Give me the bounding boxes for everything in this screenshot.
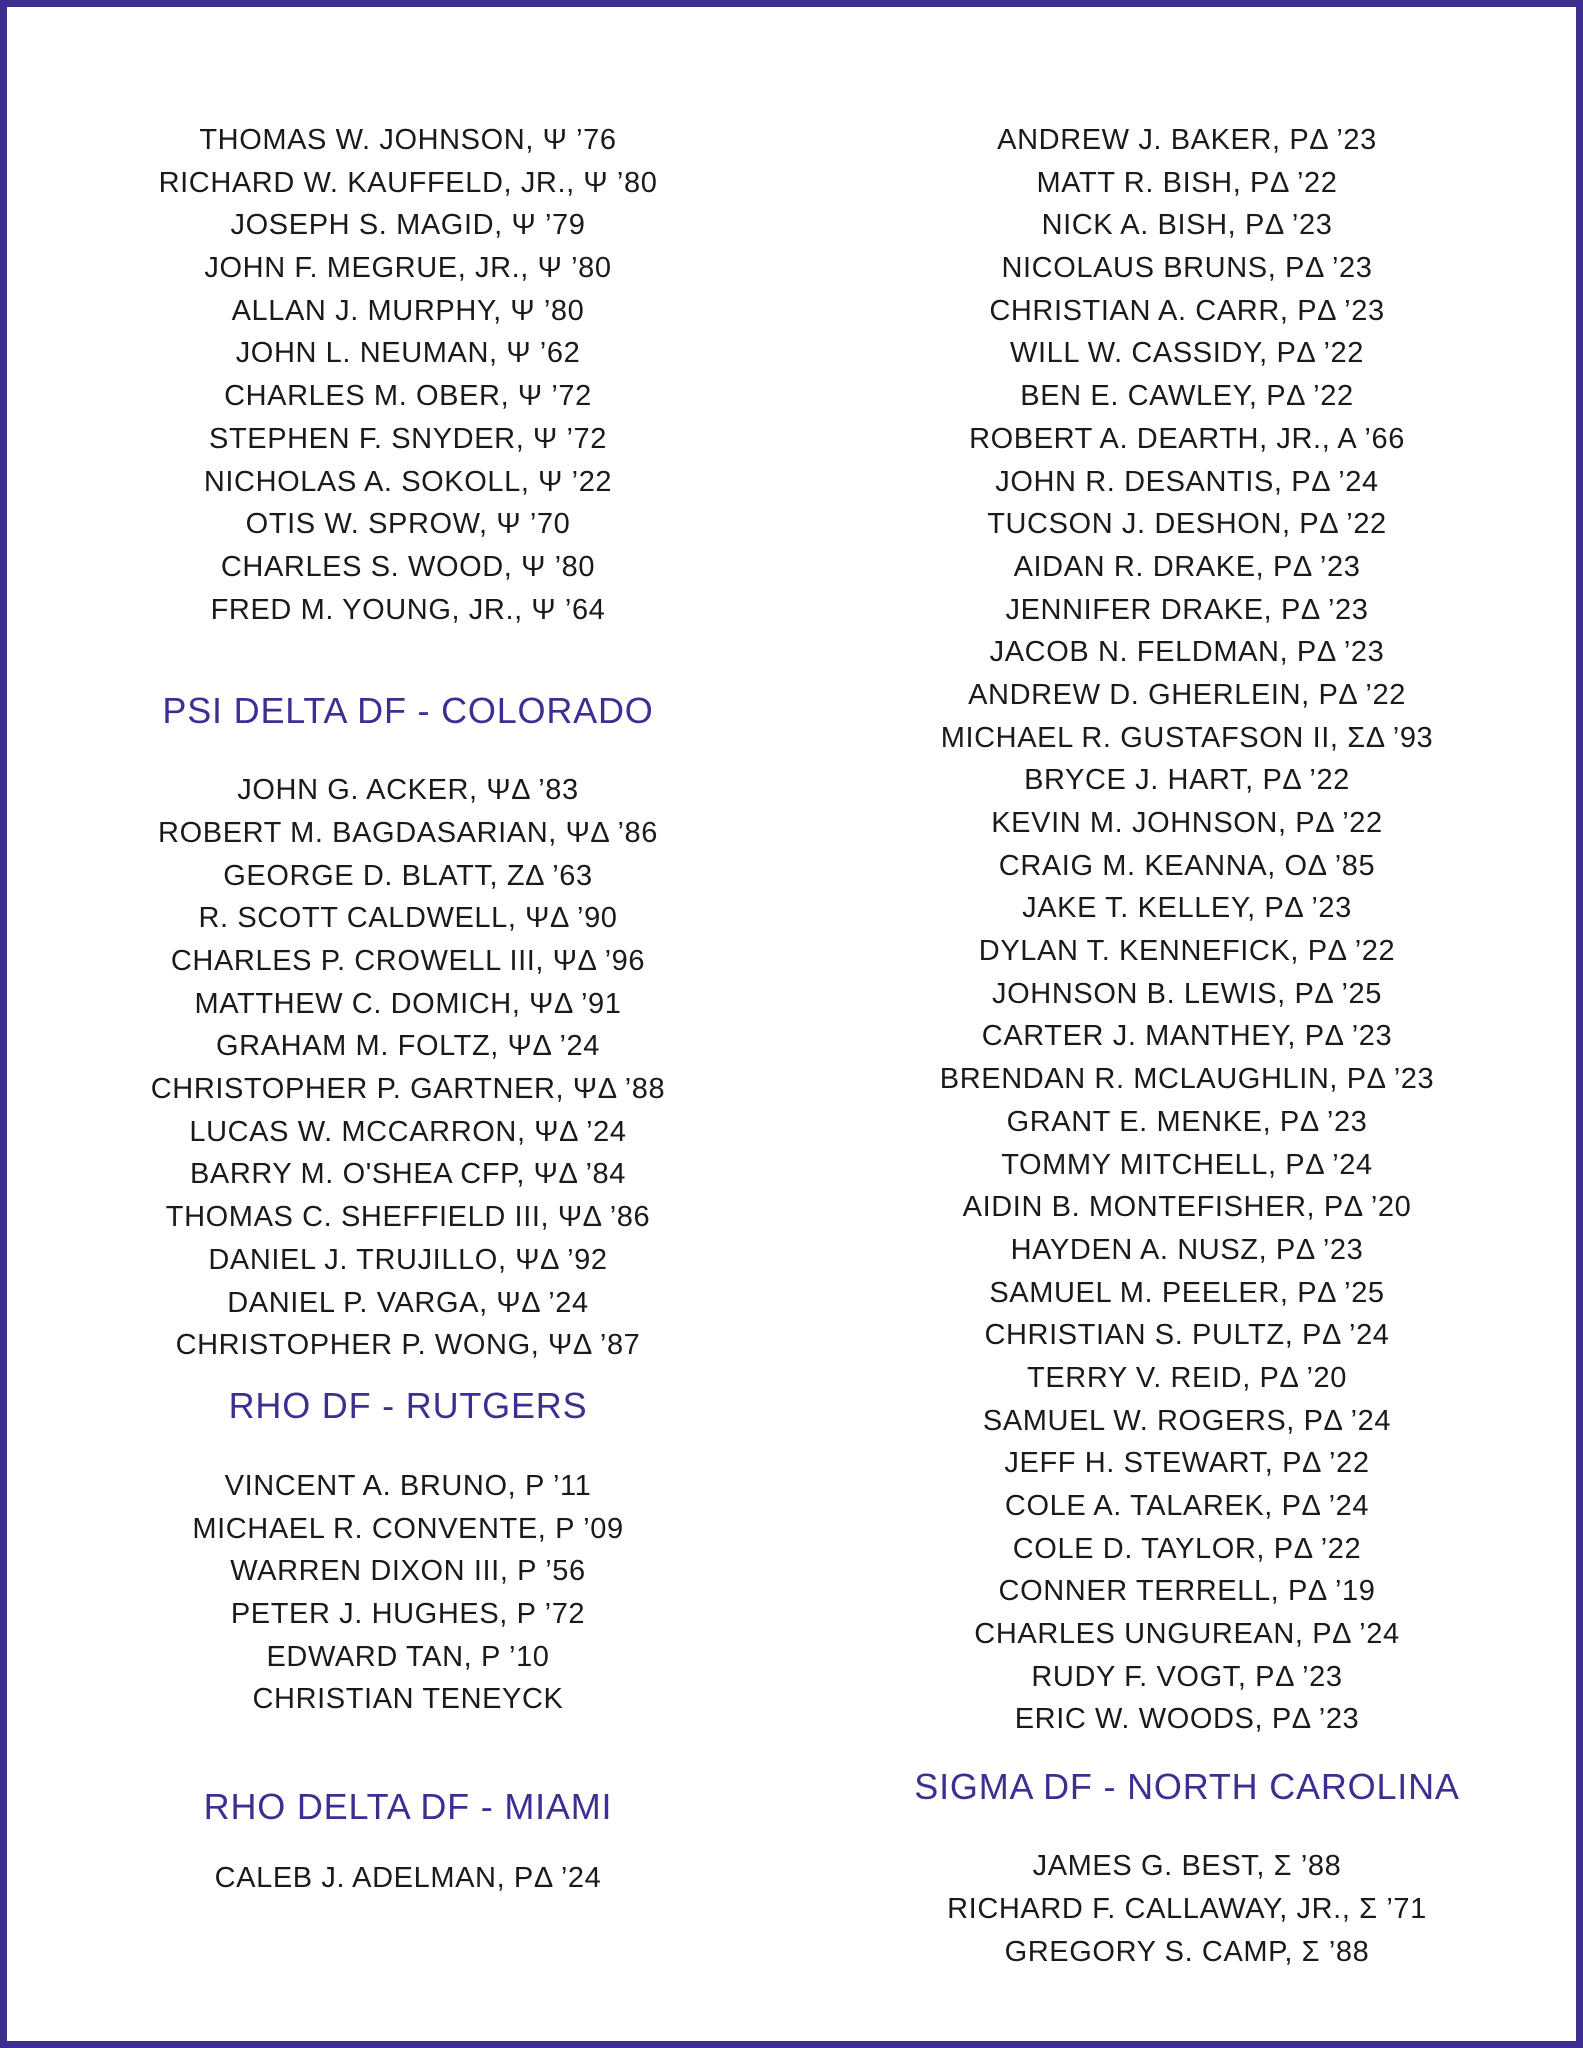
member-name: NICK A. BISH, PΔ ’23 <box>1041 209 1333 242</box>
member-name: CHARLES S. WOOD, Ψ ’80 <box>220 550 596 583</box>
member-name: MATTHEW C. DOMICH, ΨΔ ’91 <box>194 987 622 1020</box>
member-name: ERIC W. WOODS, PΔ ’23 <box>1014 1703 1360 1736</box>
sigma-name-list <box>862 1845 1512 1973</box>
member-name: JOHNSON B. LEWIS, PΔ ’25 <box>992 977 1382 1010</box>
member-name: BARRY M. O'SHEA CFP, ΨΔ ’84 <box>189 1158 627 1191</box>
member-name: RUDY F. VOGT, PΔ ’23 <box>1031 1660 1343 1693</box>
member-name: ANDREW D. GHERLEIN, PΔ ’22 <box>968 678 1406 711</box>
rho-delta-name-list <box>862 119 1512 1741</box>
member-name: VINCENT A. BRUNO, P ’11 <box>224 1469 592 1502</box>
member-name: COLE A. TALAREK, PΔ ’24 <box>1004 1490 1370 1522</box>
member-name: JAMES G. BEST, Σ ’88 <box>1032 1850 1342 1883</box>
member-name: OTIS W. SPROW, Ψ ’70 <box>245 508 571 541</box>
member-name: DANIEL P. VARGA, ΨΔ ’24 <box>227 1286 589 1319</box>
member-name: WILL W. CASSIDY, PΔ ’22 <box>1010 337 1364 370</box>
member-name: ALLAN J. MURPHY, Ψ ’80 <box>231 294 585 327</box>
member-name: LUCAS W. MCCARRON, ΨΔ ’24 <box>189 1115 627 1148</box>
member-name: CARTER J. MANTHEY, PΔ ’23 <box>981 1020 1393 1053</box>
member-name: DYLAN T. KENNEFICK, PΔ ’22 <box>978 935 1396 968</box>
left-column <box>99 119 717 1900</box>
member-name: TUCSON J. DESHON, PΔ ’22 <box>987 508 1387 541</box>
member-name: THOMAS C. SHEFFIELD III, ΨΔ ’86 <box>165 1201 651 1234</box>
member-name: JOHN L. NEUMAN, Ψ ’62 <box>235 337 581 370</box>
member-name: NICHOLAS A. SOKOLL, Ψ ’22 <box>203 465 613 498</box>
member-name: THOMAS W. JOHNSON, Ψ ’76 <box>199 124 617 156</box>
member-name: CHRISTIAN A. CARR, PΔ ’23 <box>989 294 1385 327</box>
member-name: GRAHAM M. FOLTZ, ΨΔ ’24 <box>216 1030 600 1063</box>
member-name: WARREN DIXON III, P ’56 <box>230 1555 586 1588</box>
member-name: SAMUEL M. PEELER, PΔ ’25 <box>989 1276 1385 1309</box>
member-name: JOHN G. ACKER, ΨΔ ’83 <box>237 774 579 807</box>
member-name: JOHN R. DESANTIS, PΔ ’24 <box>995 465 1379 498</box>
member-name: BEN E. CAWLEY, PΔ ’22 <box>1020 380 1354 413</box>
member-name: COLE D. TAYLOR, PΔ ’22 <box>1012 1532 1362 1565</box>
member-name: JAKE T. KELLEY, PΔ ’23 <box>1022 892 1352 925</box>
member-name: CHARLES UNGUREAN, PΔ ’24 <box>974 1618 1400 1651</box>
member-name: GREGORY S. CAMP, Σ ’88 <box>1004 1935 1370 1968</box>
section-heading-sigma: SIGMA DF - NORTH CAROLINA <box>914 1766 1460 1808</box>
member-name: JACOB N. FELDMAN, PΔ ’23 <box>989 636 1385 669</box>
member-name: TOMMY MITCHELL, PΔ ’24 <box>1001 1148 1373 1181</box>
right-column <box>862 119 1512 1973</box>
member-name: JOHN F. MEGRUE, JR., Ψ ’80 <box>204 252 612 285</box>
member-name: CONNER TERRELL, PΔ ’19 <box>998 1575 1376 1608</box>
rho-name-list <box>99 1465 717 1721</box>
member-name: JEFF H. STEWART, PΔ ’22 <box>1004 1447 1370 1480</box>
member-name: FRED M. YOUNG, JR., Ψ ’64 <box>210 593 606 626</box>
member-name: R. SCOTT CALDWELL, ΨΔ ’90 <box>198 902 618 935</box>
member-name: HAYDEN A. NUSZ, PΔ ’23 <box>1010 1233 1364 1266</box>
member-name: JOSEPH S. MAGID, Ψ ’79 <box>230 209 586 242</box>
member-name: AIDIN B. MONTEFISHER, PΔ ’20 <box>962 1191 1412 1224</box>
member-name: STEPHEN F. SNYDER, Ψ ’72 <box>209 422 607 455</box>
member-name: BRYCE J. HART, PΔ ’22 <box>1024 764 1350 797</box>
member-name: DANIEL J. TRUJILLO, ΨΔ ’92 <box>208 1243 608 1276</box>
member-name: GRANT E. MENKE, PΔ ’23 <box>1006 1105 1368 1138</box>
member-name: RICHARD W. KAUFFELD, JR., Ψ ’80 <box>158 166 658 199</box>
member-name: TERRY V. REID, PΔ ’20 <box>1027 1361 1347 1394</box>
member-name: GEORGE D. BLATT, ZΔ ’63 <box>223 859 593 892</box>
psi-delta-name-list <box>99 769 717 1367</box>
member-name: BRENDAN R. MCLAUGHLIN, PΔ ’23 <box>939 1063 1435 1096</box>
member-name: RICHARD F. CALLAWAY, JR., Σ ’71 <box>947 1892 1427 1925</box>
member-name: CHRISTOPHER P. WONG, ΨΔ ’87 <box>175 1329 641 1362</box>
section-heading-rho-delta: RHO DELTA DF - MIAMI <box>203 1786 613 1827</box>
section-heading-psi-delta: PSI DELTA DF - COLORADO <box>162 690 654 732</box>
rho-delta-name-list-left <box>99 1857 717 1900</box>
member-name: CHRISTIAN S. PULTZ, PΔ ’24 <box>984 1319 1390 1352</box>
member-name: AIDAN R. DRAKE, PΔ ’23 <box>1013 550 1361 583</box>
member-name: PETER J. HUGHES, P ’72 <box>230 1597 586 1630</box>
member-name: MICHAEL R. CONVENTE, P ’09 <box>192 1512 624 1545</box>
member-name: KEVIN M. JOHNSON, PΔ ’22 <box>991 807 1383 839</box>
member-name: ANDREW J. BAKER, PΔ ’23 <box>997 124 1377 156</box>
member-name: CHRISTIAN TENEYCK <box>252 1683 564 1716</box>
member-name: CHRISTOPHER P. GARTNER, ΨΔ ’88 <box>150 1073 666 1106</box>
member-name: CHARLES P. CROWELL III, ΨΔ ’96 <box>170 945 646 977</box>
section-heading-rho: RHO DF - RUTGERS <box>228 1384 588 1426</box>
psi-name-list <box>99 119 717 631</box>
member-name: MICHAEL R. GUSTAFSON II, ΣΔ ’93 <box>940 721 1434 754</box>
member-name: ROBERT A. DEARTH, JR., A ’66 <box>969 422 1405 455</box>
member-name: JENNIFER DRAKE, PΔ ’23 <box>1005 593 1369 626</box>
member-name: EDWARD TAN, P ’10 <box>266 1640 550 1673</box>
member-name: CHARLES M. OBER, Ψ ’72 <box>224 380 592 413</box>
member-name: SAMUEL W. ROGERS, PΔ ’24 <box>982 1404 1392 1437</box>
member-name: ROBERT M. BAGDASARIAN, ΨΔ ’86 <box>158 816 658 849</box>
member-name: MATT R. BISH, PΔ ’22 <box>1036 166 1338 199</box>
member-name: NICOLAUS BRUNS, PΔ ’23 <box>1001 252 1373 285</box>
member-name: CALEB J. ADELMAN, PΔ ’24 <box>214 1862 602 1894</box>
member-name: CRAIG M. KEANNA, OΔ ’85 <box>998 849 1376 882</box>
